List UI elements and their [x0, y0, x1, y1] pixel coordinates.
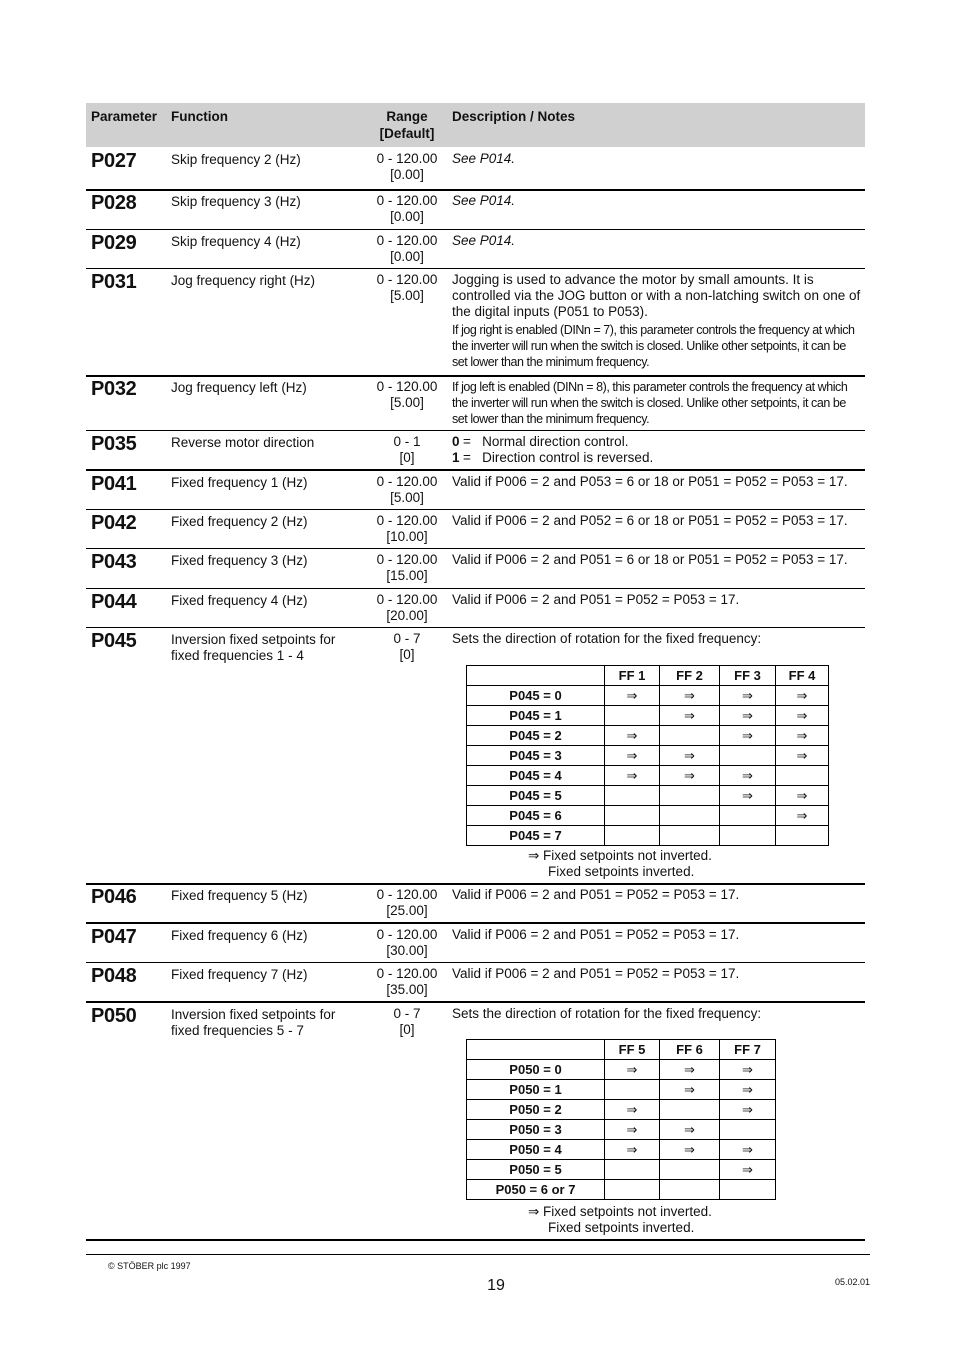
arrow-cell — [660, 806, 720, 826]
arrow-cell: ⇒ — [776, 806, 829, 826]
parameter-range: 0 - 7 — [393, 1006, 421, 1021]
row-label: P045 = 6 — [467, 806, 605, 826]
parameter-description: Sets the direction of rotation for the fixed frequency: — [452, 1006, 762, 1021]
option-text: = Direction control is reversed. — [463, 450, 654, 465]
arrow-cell: ⇒ — [720, 786, 776, 806]
parameter-code: P050 — [91, 1005, 137, 1027]
header-function: Function — [171, 109, 228, 124]
row-label: P045 = 7 — [467, 826, 605, 846]
column-header: FF 2 — [660, 666, 720, 686]
parameter-range: 0 - 1 — [393, 434, 421, 449]
arrow-cell — [605, 1180, 660, 1200]
function-line: fixed frequencies 1 - 4 — [171, 648, 304, 663]
arrow-cell: ⇒ — [776, 726, 829, 746]
parameter-code: P046 — [91, 886, 137, 908]
parameter-description: See P014. — [452, 151, 516, 166]
parameter-description: Jogging is used to advance the motor by small amounts. It is controlled via the JOG button or with a non-latching switch on one of the digital inputs (P051 to P053). — [452, 272, 861, 319]
arrow-cell: ⇒ — [720, 1060, 776, 1080]
header-parameter: Parameter — [91, 109, 158, 124]
header-range-label: Range — [386, 109, 428, 124]
parameter-range: 0 - 120.00 — [376, 592, 438, 607]
parameter-function — [171, 1007, 335, 1039]
parameter-code: P043 — [91, 551, 137, 573]
row-divider — [86, 1239, 865, 1241]
arrow-cell — [776, 766, 829, 786]
arrow-cell — [720, 806, 776, 826]
parameter-code: P029 — [91, 232, 137, 254]
row-divider — [86, 229, 865, 230]
parameter-description: Valid if P006 = 2 and P051 = 6 or 18 or P051 = P052 = P053 = 17. — [452, 552, 848, 567]
footer-rule — [86, 1254, 870, 1255]
arrow-cell: ⇒ — [776, 706, 829, 726]
note-inverted: Fixed setpoints inverted. — [548, 1220, 695, 1235]
parameter-function: Skip frequency 3 (Hz) — [171, 194, 301, 209]
parameter-default: [0] — [399, 1022, 415, 1037]
parameter-function: Fixed frequency 2 (Hz) — [171, 514, 308, 529]
parameter-description: Valid if P006 = 2 and P051 = P052 = P053 = 17. — [452, 592, 740, 607]
table-row — [467, 746, 829, 766]
parameter-description: Valid if P006 = 2 and P051 = P052 = P053 = 17. — [452, 966, 740, 981]
parameter-function: Fixed frequency 7 (Hz) — [171, 967, 308, 982]
parameter-range: 0 - 120.00 — [376, 193, 438, 208]
table-row — [467, 1140, 776, 1160]
row-label: P050 = 2 — [467, 1100, 605, 1120]
parameter-range: 0 - 120.00 — [376, 151, 438, 166]
table-note-p045 — [528, 848, 712, 880]
table-row — [467, 1060, 776, 1080]
arrow-cell — [605, 706, 660, 726]
row-divider — [86, 1001, 865, 1003]
arrow-cell: ⇒ — [605, 1140, 660, 1160]
arrow-cell: ⇒ — [720, 706, 776, 726]
row-divider — [86, 509, 865, 510]
arrow-cell: ⇒ — [720, 726, 776, 746]
arrow-cell — [660, 826, 720, 846]
table-row — [467, 1160, 776, 1180]
row-label: P050 = 5 — [467, 1160, 605, 1180]
arrow-cell — [605, 1160, 660, 1180]
parameter-range: 0 - 120.00 — [376, 513, 438, 528]
parameter-description: If jog left is enabled (DINn = 8), this parameter controls the frequency at which the inverter will run when the switch is closed. Unlike other setpoints, it can be set lower than the minimum frequency. — [452, 380, 848, 426]
parameter-default: [20.00] — [386, 608, 428, 623]
parameter-range: 0 - 120.00 — [376, 887, 438, 902]
parameter-function — [171, 632, 335, 664]
parameter-description: Valid if P006 = 2 and P051 = P052 = P053 = 17. — [452, 927, 740, 942]
row-label: P045 = 1 — [467, 706, 605, 726]
arrow-cell: ⇒ — [605, 746, 660, 766]
row-label: P045 = 2 — [467, 726, 605, 746]
arrow-cell — [660, 1100, 720, 1120]
arrow-cell: ⇒ — [660, 1120, 720, 1140]
parameter-function: Fixed frequency 1 (Hz) — [171, 475, 308, 490]
parameter-function: Skip frequency 2 (Hz) — [171, 152, 301, 167]
row-divider — [86, 922, 865, 924]
parameter-code: P047 — [91, 926, 137, 948]
row-label: P050 = 4 — [467, 1140, 605, 1160]
footer-date: 05.02.01 — [835, 1277, 871, 1287]
arrow-cell: ⇒ — [660, 1080, 720, 1100]
table-note-p050 — [528, 1204, 712, 1236]
arrow-cell — [720, 1180, 776, 1200]
table-row — [467, 806, 829, 826]
parameter-description-note: If jog right is enabled (DINn = 7), this parameter controls the frequency at which the inverter will run when the switch is closed. Unlike other setpoints, it can be set lower than the minimum frequency. — [452, 323, 855, 369]
table-header-row — [467, 666, 829, 686]
parameter-default: [0.00] — [390, 209, 424, 224]
parameter-code: P048 — [91, 965, 137, 987]
row-divider — [86, 962, 865, 963]
note-not-inverted: ⇒ Fixed setpoints not inverted. — [528, 848, 712, 863]
parameter-code: P027 — [91, 150, 137, 172]
parameter-function: Fixed frequency 3 (Hz) — [171, 553, 308, 568]
parameter-code: P028 — [91, 192, 137, 214]
arrow-cell: ⇒ — [720, 1080, 776, 1100]
table-row — [467, 686, 829, 706]
parameter-default: [5.00] — [390, 490, 424, 505]
row-label: P045 = 5 — [467, 786, 605, 806]
table-corner-cell — [467, 666, 605, 686]
arrow-cell: ⇒ — [605, 686, 660, 706]
arrow-cell: ⇒ — [605, 1120, 660, 1140]
arrow-cell — [720, 1120, 776, 1140]
parameter-range: 0 - 120.00 — [376, 272, 438, 287]
parameter-function: Fixed frequency 6 (Hz) — [171, 928, 308, 943]
column-header: FF 3 — [720, 666, 776, 686]
column-header: FF 4 — [776, 666, 829, 686]
row-divider — [86, 588, 865, 589]
parameter-function: Fixed frequency 4 (Hz) — [171, 593, 308, 608]
parameter-description: Valid if P006 = 2 and P051 = P052 = P053 = 17. — [452, 887, 740, 902]
page-number: 19 — [487, 1277, 505, 1294]
option-key: 0 — [452, 434, 460, 449]
parameter-default: [5.00] — [390, 288, 424, 303]
table-row — [467, 1100, 776, 1120]
row-label: P045 = 3 — [467, 746, 605, 766]
parameter-default: [35.00] — [386, 982, 428, 997]
function-line: fixed frequencies 5 - 7 — [171, 1023, 304, 1038]
row-label: P050 = 0 — [467, 1060, 605, 1080]
function-line: Inversion fixed setpoints for — [171, 1007, 336, 1022]
arrow-cell — [720, 746, 776, 766]
parameter-default: [15.00] — [386, 568, 428, 583]
arrow-cell — [660, 726, 720, 746]
arrow-cell: ⇒ — [776, 686, 829, 706]
parameter-code: P035 — [91, 433, 137, 455]
row-label: P045 = 4 — [467, 766, 605, 786]
parameter-range: 0 - 120.00 — [376, 552, 438, 567]
arrow-cell — [605, 1080, 660, 1100]
arrow-cell — [605, 786, 660, 806]
option-text: = Normal direction control. — [463, 434, 629, 449]
table-row — [467, 786, 829, 806]
note-inverted: Fixed setpoints inverted. — [548, 864, 695, 879]
header-default-label: [Default] — [379, 126, 435, 141]
row-divider — [86, 627, 865, 628]
parameter-default: [10.00] — [386, 529, 428, 544]
arrow-cell: ⇒ — [720, 686, 776, 706]
parameter-code: P041 — [91, 473, 137, 495]
parameter-description: Sets the direction of rotation for the fixed frequency: — [452, 631, 762, 646]
parameter-default: [0] — [399, 450, 415, 465]
table-row — [467, 766, 829, 786]
parameter-default: [25.00] — [386, 903, 428, 918]
arrow-cell: ⇒ — [660, 686, 720, 706]
arrow-cell: ⇒ — [660, 1060, 720, 1080]
arrow-cell: ⇒ — [776, 786, 829, 806]
parameter-range: 0 - 120.00 — [376, 233, 438, 248]
column-header: FF 7 — [720, 1040, 776, 1060]
arrow-cell — [660, 786, 720, 806]
arrow-cell: ⇒ — [776, 746, 829, 766]
column-header: FF 1 — [605, 666, 660, 686]
header-description: Description / Notes — [452, 109, 576, 124]
table-corner-cell — [467, 1040, 605, 1060]
footer-copyright: © STÖBER plc 1997 — [108, 1261, 191, 1271]
arrow-cell — [660, 1180, 720, 1200]
arrow-cell: ⇒ — [660, 1140, 720, 1160]
row-label: P050 = 1 — [467, 1080, 605, 1100]
arrow-cell: ⇒ — [720, 1160, 776, 1180]
parameter-default: [30.00] — [386, 943, 428, 958]
table-row — [467, 1120, 776, 1140]
parameter-function: Jog frequency left (Hz) — [171, 380, 307, 395]
parameter-description: Valid if P006 = 2 and P053 = 6 or 18 or P051 = P052 = P053 = 17. — [452, 474, 848, 489]
parameter-function: Reverse motor direction — [171, 435, 315, 450]
table-row — [467, 1180, 776, 1200]
parameter-range: 0 - 120.00 — [376, 474, 438, 489]
function-line: Inversion fixed setpoints for — [171, 632, 336, 647]
arrow-cell: ⇒ — [720, 1140, 776, 1160]
arrow-cell: ⇒ — [605, 766, 660, 786]
row-divider — [86, 548, 865, 549]
arrow-cell — [605, 826, 660, 846]
parameter-code: P044 — [91, 591, 137, 613]
table-row — [467, 726, 829, 746]
parameter-code: P042 — [91, 512, 137, 534]
parameter-description: See P014. — [452, 193, 516, 208]
fixed-setpoint-table-p045 — [466, 665, 829, 846]
parameter-range: 0 - 7 — [393, 631, 421, 646]
row-divider — [86, 469, 865, 471]
table-row — [467, 826, 829, 846]
fixed-setpoint-table-p050 — [466, 1039, 776, 1200]
column-header: FF 5 — [605, 1040, 660, 1060]
row-label: P050 = 3 — [467, 1120, 605, 1140]
arrow-cell: ⇒ — [660, 766, 720, 786]
parameter-default: [0.00] — [390, 249, 424, 264]
header-range — [367, 108, 447, 142]
arrow-cell: ⇒ — [720, 766, 776, 786]
parameter-default: [5.00] — [390, 395, 424, 410]
parameter-range: 0 - 120.00 — [376, 379, 438, 394]
row-label: P050 = 6 or 7 — [467, 1180, 605, 1200]
arrow-cell: ⇒ — [605, 1100, 660, 1120]
arrow-cell: ⇒ — [660, 706, 720, 726]
row-divider — [86, 430, 865, 431]
parameter-function: Skip frequency 4 (Hz) — [171, 234, 301, 249]
arrow-cell: ⇒ — [605, 726, 660, 746]
row-label: P045 = 0 — [467, 686, 605, 706]
arrow-cell — [660, 1160, 720, 1180]
arrow-cell — [776, 826, 829, 846]
parameter-code: P031 — [91, 271, 137, 293]
parameter-range: 0 - 120.00 — [376, 927, 438, 942]
arrow-cell: ⇒ — [660, 746, 720, 766]
parameter-default: [0] — [399, 647, 415, 662]
table-row — [467, 1080, 776, 1100]
parameter-description: See P014. — [452, 233, 516, 248]
table-header-row — [467, 1040, 776, 1060]
table-row — [467, 706, 829, 726]
parameter-code: P032 — [91, 378, 137, 400]
arrow-cell — [605, 806, 660, 826]
arrow-cell: ⇒ — [720, 1100, 776, 1120]
parameter-default: [0.00] — [390, 167, 424, 182]
option-key: 1 — [452, 450, 460, 465]
parameter-code: P045 — [91, 630, 137, 652]
note-not-inverted: ⇒ Fixed setpoints not inverted. — [528, 1204, 712, 1219]
parameter-function: Fixed frequency 5 (Hz) — [171, 888, 308, 903]
arrow-cell — [720, 826, 776, 846]
parameter-description: Valid if P006 = 2 and P052 = 6 or 18 or P051 = P052 = P053 = 17. — [452, 513, 848, 528]
row-divider — [86, 268, 865, 269]
row-divider — [86, 375, 865, 377]
parameter-function: Jog frequency right (Hz) — [171, 273, 316, 288]
row-divider — [86, 189, 865, 191]
arrow-cell: ⇒ — [605, 1060, 660, 1080]
column-header: FF 6 — [660, 1040, 720, 1060]
parameter-range: 0 - 120.00 — [376, 966, 438, 981]
row-divider — [86, 883, 865, 885]
